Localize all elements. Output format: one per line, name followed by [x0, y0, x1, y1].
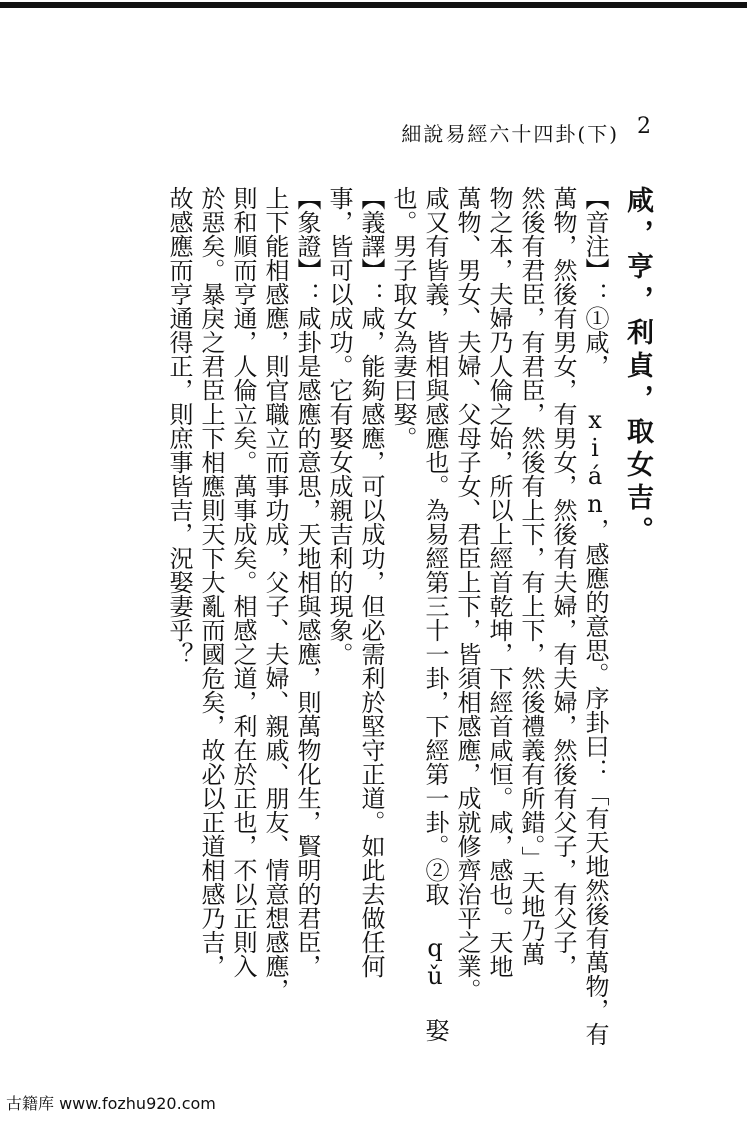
yinzhu-line: 【音注】：①咸， xián，感應的意思。序卦曰：「有天地然後有萬物，有	[581, 186, 609, 1046]
main-text-block	[123, 186, 663, 1056]
xiangzheng-line: 故感應而亨通得正，則庶事皆吉，況娶妻乎？	[165, 186, 193, 666]
xiangzheng-line: 上下能相感應，則官職立而事功成，父子、夫婦、親戚、朋友、情意想感應，	[261, 186, 289, 1002]
xiangzheng-line: 則和順而亨通，人倫立矣。萬事成矣。相感之道，利在於正也，不以正則入	[229, 186, 257, 978]
xiangzheng-line: 【象證】：咸卦是感應的意思，天地相與感應，則萬物化生，賢明的君臣，	[293, 186, 321, 978]
yinzhu-line: 萬物，然後有男女，有男女，然後有夫婦，有夫婦，然後有父子，有父子，	[549, 186, 577, 978]
yinzhu-line: 然後有君臣，有君臣，然後有上下，有上下，然後禮義有所錯。」天地乃萬	[517, 186, 545, 966]
hexagram-title: 咸，亨，利貞，取女吉。	[622, 186, 653, 549]
yinzhu-line: 萬物、男女、夫婦、父母子女、君臣上下，皆須相感應，成就修齊治平之業。	[453, 186, 481, 1002]
running-title: 細說易經六十四卦(下)	[401, 122, 619, 146]
top-rule	[0, 2, 747, 8]
yiyi-line: 【義譯】：咸，能夠感應，可以成功，但必需利於堅守正道。如此去做任何	[357, 186, 385, 978]
yiyi-line: 事，皆可以成功。它有娶女成親吉利的現象。	[325, 186, 353, 666]
xiangzheng-line: 於惡矣。暴戾之君臣上下相應則天下大亂而國危矣，故必以正道相感乃吉，	[197, 186, 225, 978]
footer-watermark: 古籍库 www.fozhu920.com	[6, 1094, 216, 1113]
page-number: 2	[637, 114, 651, 139]
yinzhu-line: 物之本，夫婦乃人倫之始，所以上經首乾坤，下經首咸恒。咸，感也。天地	[485, 186, 513, 978]
yinzhu-line: 也。男子取女為妻曰娶。	[389, 186, 417, 450]
yinzhu-line: 咸又有皆義，皆相與感應也。為易經第三十一卦，下經第一卦。②取 qǔ 娶	[421, 186, 449, 1042]
